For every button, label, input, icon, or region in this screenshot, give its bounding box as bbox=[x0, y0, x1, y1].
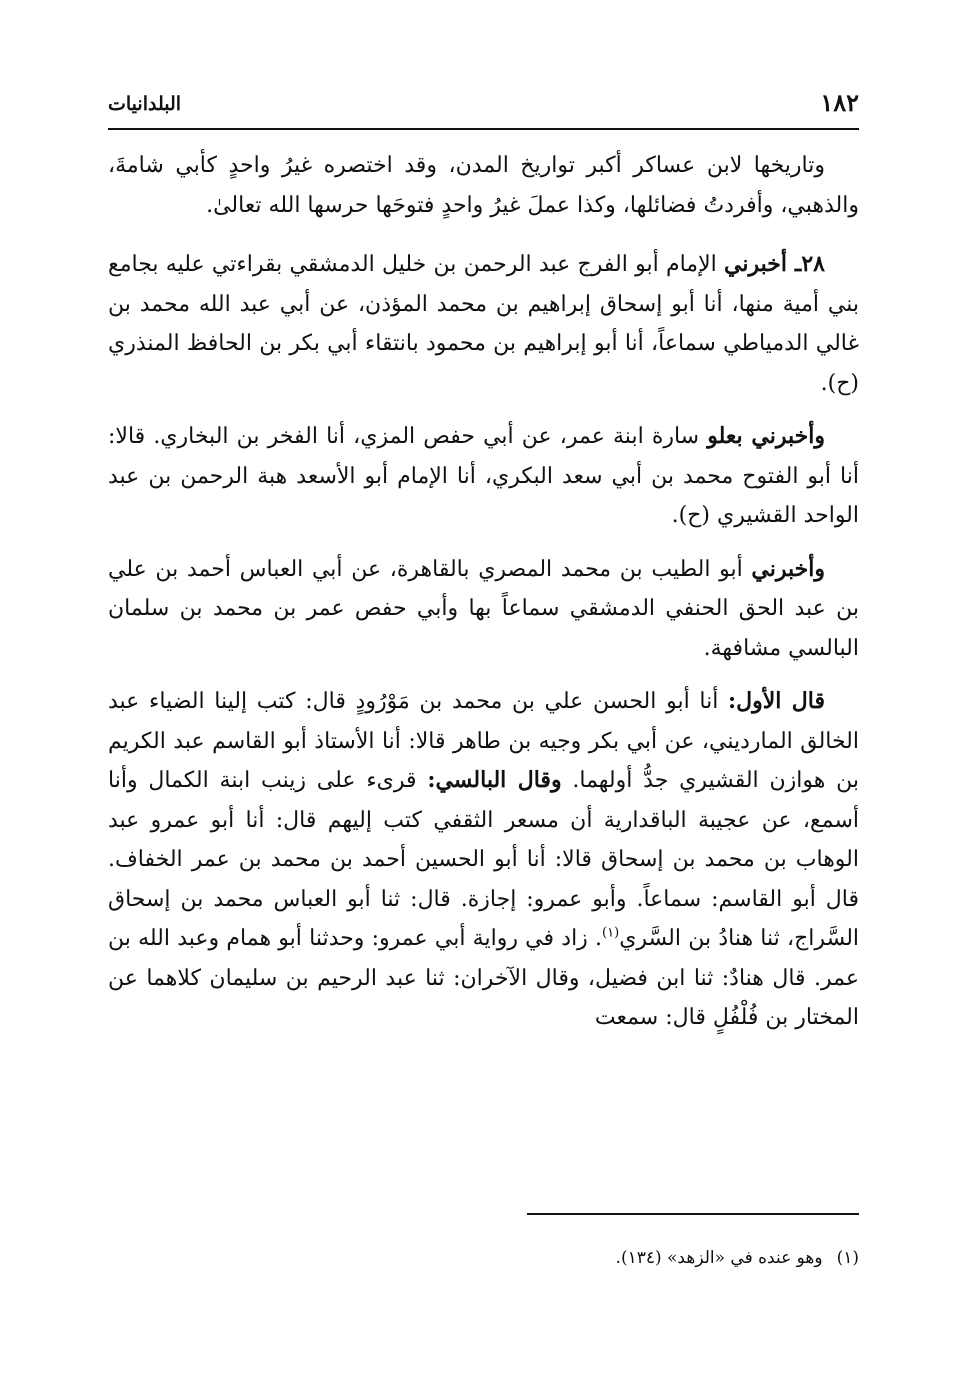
paragraph-narration bbox=[108, 682, 859, 1038]
header-divider bbox=[108, 128, 859, 130]
paragraph-lead: قال الأول: bbox=[728, 688, 825, 714]
paragraph-lead-2: وقال البالسي: bbox=[427, 767, 562, 793]
footnote bbox=[108, 1244, 859, 1272]
main-text bbox=[108, 146, 859, 1052]
paragraph-lead: وأخبرني بعلو bbox=[707, 423, 825, 449]
paragraph-text: أنا أبو الحسن علي بن محمد بن مَوْرُودٍ قال: كتب إلينا الضياء عبد الخالق المارديني، عن أبي بكر وجيه بن طاهر قالا: أنا الأستاذ أبو القاسم عبد الكريم بن هوازن القشيري جدُّ أولهما. bbox=[108, 689, 859, 793]
footnote-marker: (١) bbox=[836, 1248, 859, 1268]
paragraph-intro bbox=[108, 146, 859, 225]
paragraph-text: أبو الطيب بن محمد المصري بالقاهرة، عن أبي العباس أحمد بن علي بن عبد الحق الحنفي الدمشقي سماعاً بها وأبي حفص عمر بن محمد بن سلمان البالسي مشافهة. bbox=[108, 556, 859, 661]
page-header bbox=[108, 88, 859, 128]
paragraph-text: وتاريخها لابن عساكر أكبر تواريخ المدن، وقد اختصره غيرُ واحدٍ كأبي شامةَ، والذهبي، وأفردتُ فضائلها، وكذا عملَ غيرُ واحدٍ فتوحَها حرسها الله تعالىٰ. bbox=[108, 153, 859, 218]
footnote-text: وهو عنده في «الزهد» (١٣٤). bbox=[615, 1248, 823, 1268]
running-title: البلدانيات bbox=[108, 93, 182, 115]
paragraph-lead: وأخبرني bbox=[751, 555, 825, 582]
paragraph-chain-2 bbox=[108, 417, 859, 536]
paragraph-hadith-28 bbox=[108, 245, 859, 403]
paragraph-lead: ٢٨ـ أخبرني bbox=[724, 251, 825, 277]
paragraph-text: الإمام أبو الفرج عبد الرحمن بن خليل الدمشقي بقراءتي عليه بجامع بني أمية منها، أنا أبو إسحاق إبراهيم بن محمد المؤذن، عن أبي عبد الله محمد بن غالي الدمياطي سماعاً، أنا أبو إبراهيم بن محمود بانتقاء أبي بكر بن الحافظ المنذري (ح). bbox=[108, 252, 859, 396]
paragraph-text: قرىء على زينب ابنة الكمال وأنا أسمع، عن عجيبة الباقدارية أن مسعر الثقفي كتب إليهم قال: أنا أبو عمرو عبد الوهاب بن محمد بن إسحاق قالا: أنا أبو الحسين أحمد بن محمد بن عمر الخفاف. قال أبو القاسم: سماعاً. وأبو عمرو: إجازة. قال: ثنا أبو العباس محمد بن إسحاق السَّراج، ثنا هنادُ بن السَّري bbox=[108, 768, 860, 951]
paragraph-chain-3 bbox=[108, 550, 859, 669]
footnote-reference[interactable]: (١) bbox=[602, 925, 620, 941]
paragraph-text: سارة ابنة عمر، عن أبي حفص المزي، أنا الفخر بن البخاري. قالا: أنا أبو الفتوح محمد بن أبي سعد البكري، أنا الإمام أبو الأسعد هبة الرحمن بن عبد الواحد القشيري (ح). bbox=[108, 424, 859, 528]
page-number: ١٨٢ bbox=[820, 88, 859, 117]
paragraph-text: . زاد في رواية أبي عمرو: وحدثنا أبو همام وعبد الله بن عمر. قال هنادٌ: ثنا ابن فضيل، وقال الآخران: ثنا عبد الرحيم بن سليمان كلاهما عن المختار بن فُلْفُلٍ قال: سمعت bbox=[108, 926, 859, 1030]
footnote-divider bbox=[527, 1213, 859, 1215]
